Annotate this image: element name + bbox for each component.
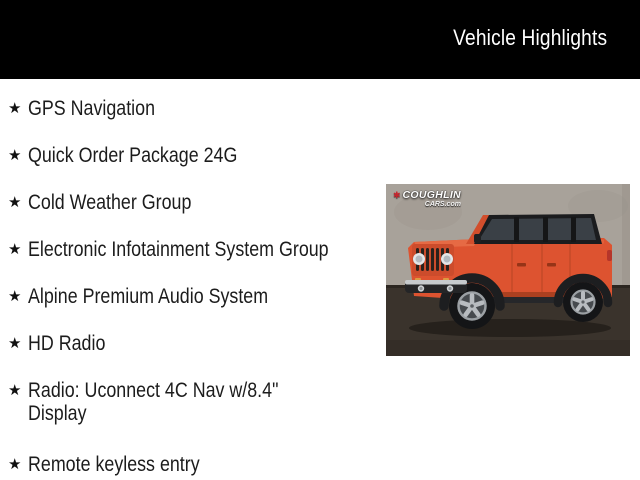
vehicle-photo: [386, 184, 630, 356]
jeep-rear-wheel: [563, 282, 603, 322]
jeep-windows: [479, 218, 596, 240]
jeep-grille: [412, 244, 454, 282]
highlight-item: [0, 379, 430, 425]
coughlin-logo-icon: ✱: [393, 190, 401, 200]
highlights-list: [0, 79, 430, 480]
highlight-item: [0, 97, 430, 120]
highlight-text: Radio: Uconnect 4C Nav w/8.4" Display: [28, 379, 279, 425]
highlight-text: Alpine Premium Audio System: [28, 285, 269, 308]
jeep-taillight: [607, 250, 612, 261]
watermark-sub: CARS.com: [424, 201, 461, 208]
highlight-text: Cold Weather Group: [28, 191, 192, 214]
highlight-item: [0, 453, 430, 476]
page-title: Vehicle Highlights: [452, 24, 607, 50]
highlight-text: Remote keyless entry: [28, 453, 200, 476]
jeep-front-bumper: [405, 280, 467, 293]
highlight-text: Quick Order Package 24G: [28, 144, 238, 167]
header-bar: [0, 0, 640, 79]
star-bullet-icon: ★: [8, 100, 22, 117]
vehicle-photo-illustration: [386, 184, 630, 356]
dealer-watermark-text: [403, 190, 461, 209]
star-bullet-icon: ★: [8, 382, 22, 399]
highlight-text: GPS Navigation: [28, 97, 156, 120]
highlight-item: [0, 332, 430, 355]
watermark-brand: COUGHLIN: [402, 189, 461, 201]
highlight-item: [0, 191, 430, 214]
star-bullet-icon: ★: [8, 194, 22, 211]
jeep-mirror: [474, 234, 481, 243]
highlight-item: [0, 144, 430, 167]
star-bullet-icon: ★: [8, 147, 22, 164]
star-bullet-icon: ★: [8, 288, 22, 305]
highlight-item: [0, 285, 430, 308]
star-bullet-icon: ★: [8, 241, 22, 258]
highlight-text: HD Radio: [28, 332, 106, 355]
star-bullet-icon: ★: [8, 456, 22, 473]
highlight-text: Electronic Infotainment System Group: [28, 238, 329, 261]
dealer-watermark: [393, 190, 461, 209]
star-bullet-icon: ★: [8, 335, 22, 352]
highlight-item: [0, 238, 430, 261]
